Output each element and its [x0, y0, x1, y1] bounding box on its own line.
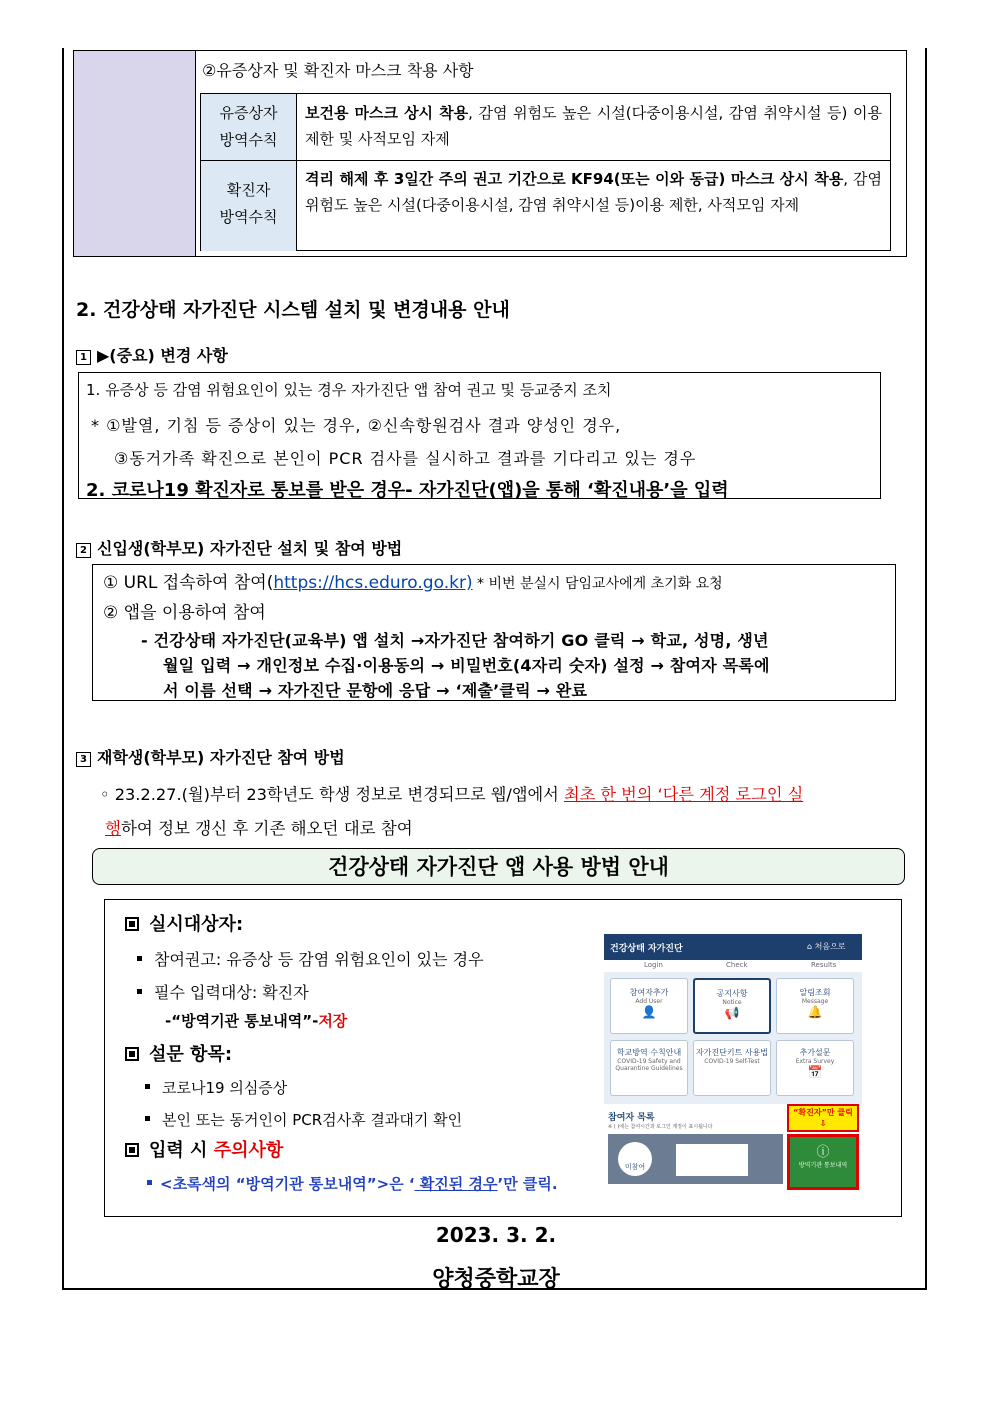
- app-line: ② 앱을 이용하여 참여: [103, 603, 266, 623]
- principal-sign: 양청중학교장: [432, 1267, 560, 1292]
- add-user-tile[interactable]: 참여자추가 Add User 👤: [610, 978, 688, 1034]
- survey-heading: 설문 항목:: [125, 1040, 232, 1066]
- notice-tile[interactable]: 공지사항 Notice 📢: [693, 978, 771, 1034]
- step-line-2: 월일 입력 → 개인정보 수집·이용동의 → 비밀번호(4자리 숫자) 설정 → 참여자 목록에: [163, 656, 770, 675]
- survey-tile[interactable]: 추가설문 Extra Survey 📅: [776, 1040, 854, 1096]
- list-title: 참여자 목록: [608, 1113, 655, 1123]
- survey-item-1: 코로나19 의심증상: [145, 1077, 287, 1098]
- alert-icon: ⓘ: [816, 1145, 830, 1160]
- guideline-tile[interactable]: 학교방역 수칙안내 COVID-19 Safety and Quarantine Guidelines: [610, 1040, 688, 1096]
- app-screenshot: 건강상태 자가진단 ⌂ 처음으로 Login Check Results 참여자추가 Add User 👤 공지사항 Notice 📢 알림조회 Message 🔔 학교방역 수칙안내 COVID-19 Safety and Quarantine Guidelines 자가진단키트 사용법 COVID-19 Self-Test 추가설문 Extra Survey 📅 참여자 목록 ※ ( )에는 참여시간과 로그인 계정이 표시됩니다 미참여 “확진자”만 클릭 ⇩ ⓘ 방역기관 통보내역: [604, 934, 862, 1190]
- step-line-1: - 건강상태 자가진단(교육부) 앱 설치 →자가진단 참여하기 GO 클릭 → 학교, 성명, 생년: [141, 631, 769, 650]
- report-history-button[interactable]: ⓘ 방역기관 통보내역: [787, 1134, 859, 1190]
- change-line-2: * ①발열, 기침 등 증상이 있는 경우, ②신속항원검사 결과 양성인 경우,: [91, 416, 622, 435]
- returning-line-1: ◦ 23.2.27.(월)부터 23학년도 학생 정보로 변경되므로 웹/앱에서 최초 한 번의 ‘다른 계정 로그인 실: [100, 785, 804, 804]
- change-line-3: ③동거가족 확진으로 본인이 PCR 검사를 실시하고 결과를 기다리고 있는 경우: [114, 449, 697, 468]
- target-heading: 실시대상자:: [125, 910, 243, 936]
- row2-label: 확진자 방역수칙: [201, 161, 297, 251]
- selftest-tile[interactable]: 자가진단키트 사용법 COVID-19 Self-Test: [693, 1040, 771, 1096]
- url-link[interactable]: https://hcs.eduro.go.kr): [273, 573, 473, 593]
- issue-date: 2023. 3. 2.: [435, 1223, 557, 1247]
- mask-rules-table: [200, 93, 891, 251]
- message-tile[interactable]: 알림조회 Message 🔔: [776, 978, 854, 1034]
- target-item-2: 필수 입력대상: 확진자: [137, 980, 309, 1003]
- change-line-1: 1. 유증상 등 감염 위험요인이 있는 경우 자가진단 앱 참여 권고 및 등교중지 조치: [86, 381, 612, 399]
- home-link[interactable]: ⌂ 처음으로: [807, 942, 846, 951]
- checkbox-icon: [125, 1047, 139, 1061]
- sub3-heading: 3 재학생(학부모) 자가진단 참여 방법: [76, 745, 345, 768]
- returning-line-2: 행하여 정보 갱신 후 기존 해오던 대로 참여: [105, 819, 413, 838]
- app-header: 건강상태 자가진단 ⌂ 처음으로: [604, 934, 862, 960]
- sub1-heading: 1 ▶(중요) 변경 사항: [76, 343, 228, 366]
- row1-content: 보건용 마스크 상시 착용, 감염 위험도 높은 시설(다중이용시설, 감염 취약시설 등) 이용 제한 및 사적모임 자제: [305, 104, 882, 148]
- row1-label: 유증상자 방역수칙: [201, 94, 297, 160]
- list-note: ※ ( )에는 참여시간과 로그인 계정이 표시됩니다: [608, 1124, 713, 1130]
- not-joined-button[interactable]: 미참여: [618, 1142, 652, 1176]
- howto-banner: 건강상태 자가진단 앱 사용 방법 안내: [92, 848, 905, 885]
- row2-content: 격리 해제 후 3일간 주의 권고 기간으로 KF94(또는 이와 동급) 마스크 상시 착용, 감염 위험도 높은 시설(다중이용시설, 감염 취약시설 등)이용 제한, 사적모임 자제: [305, 170, 882, 214]
- change-line-4: 2. 코로나19 확진자로 통보를 받은 경우- 자가진단(앱)을 통해 ‘확진내용’을 입력: [86, 480, 729, 501]
- caution-item: <초록색의 “방역기관 통보내역”>은 ‘ 확진된 경우’만 클릭.: [147, 1173, 558, 1194]
- table-side-cell: [74, 51, 196, 256]
- sub2-heading: 2 신입생(학부모) 자가진단 설치 및 참여 방법: [76, 536, 402, 559]
- newstudent-box: [92, 564, 896, 701]
- target-item-1: 참여권고: 유증상 등 감염 위험요인이 있는 경우: [137, 947, 484, 970]
- url-line: ① URL 접속하여 참여(https://hcs.eduro.go.kr) * 비번 분실시 담임교사에게 초기화 요청: [103, 573, 723, 593]
- caution-heading: 입력 시 주의사항: [125, 1136, 283, 1162]
- mask-title: ②유증상자 및 확진자 마스크 착용 사항: [202, 61, 474, 80]
- step-line-3: 서 이름 선택 → 자가진단 문항에 응답 → ‘제출’클릭 → 완료: [163, 681, 588, 700]
- mask-table: [73, 50, 907, 257]
- survey-item-2: 본인 또는 동거인이 PCR검사후 결과대기 확인: [145, 1109, 462, 1130]
- checkbox-icon: [125, 917, 139, 931]
- changes-box: [78, 372, 881, 499]
- checkbox-icon: [125, 1143, 139, 1157]
- section-title: 2. 건강상태 자가진단 시스템 설치 및 변경내용 안내: [76, 299, 510, 321]
- target-item-3: -“방역기관 통보내역”-저장: [165, 1012, 348, 1030]
- callout-label: “확진자”만 클릭 ⇩: [787, 1104, 859, 1132]
